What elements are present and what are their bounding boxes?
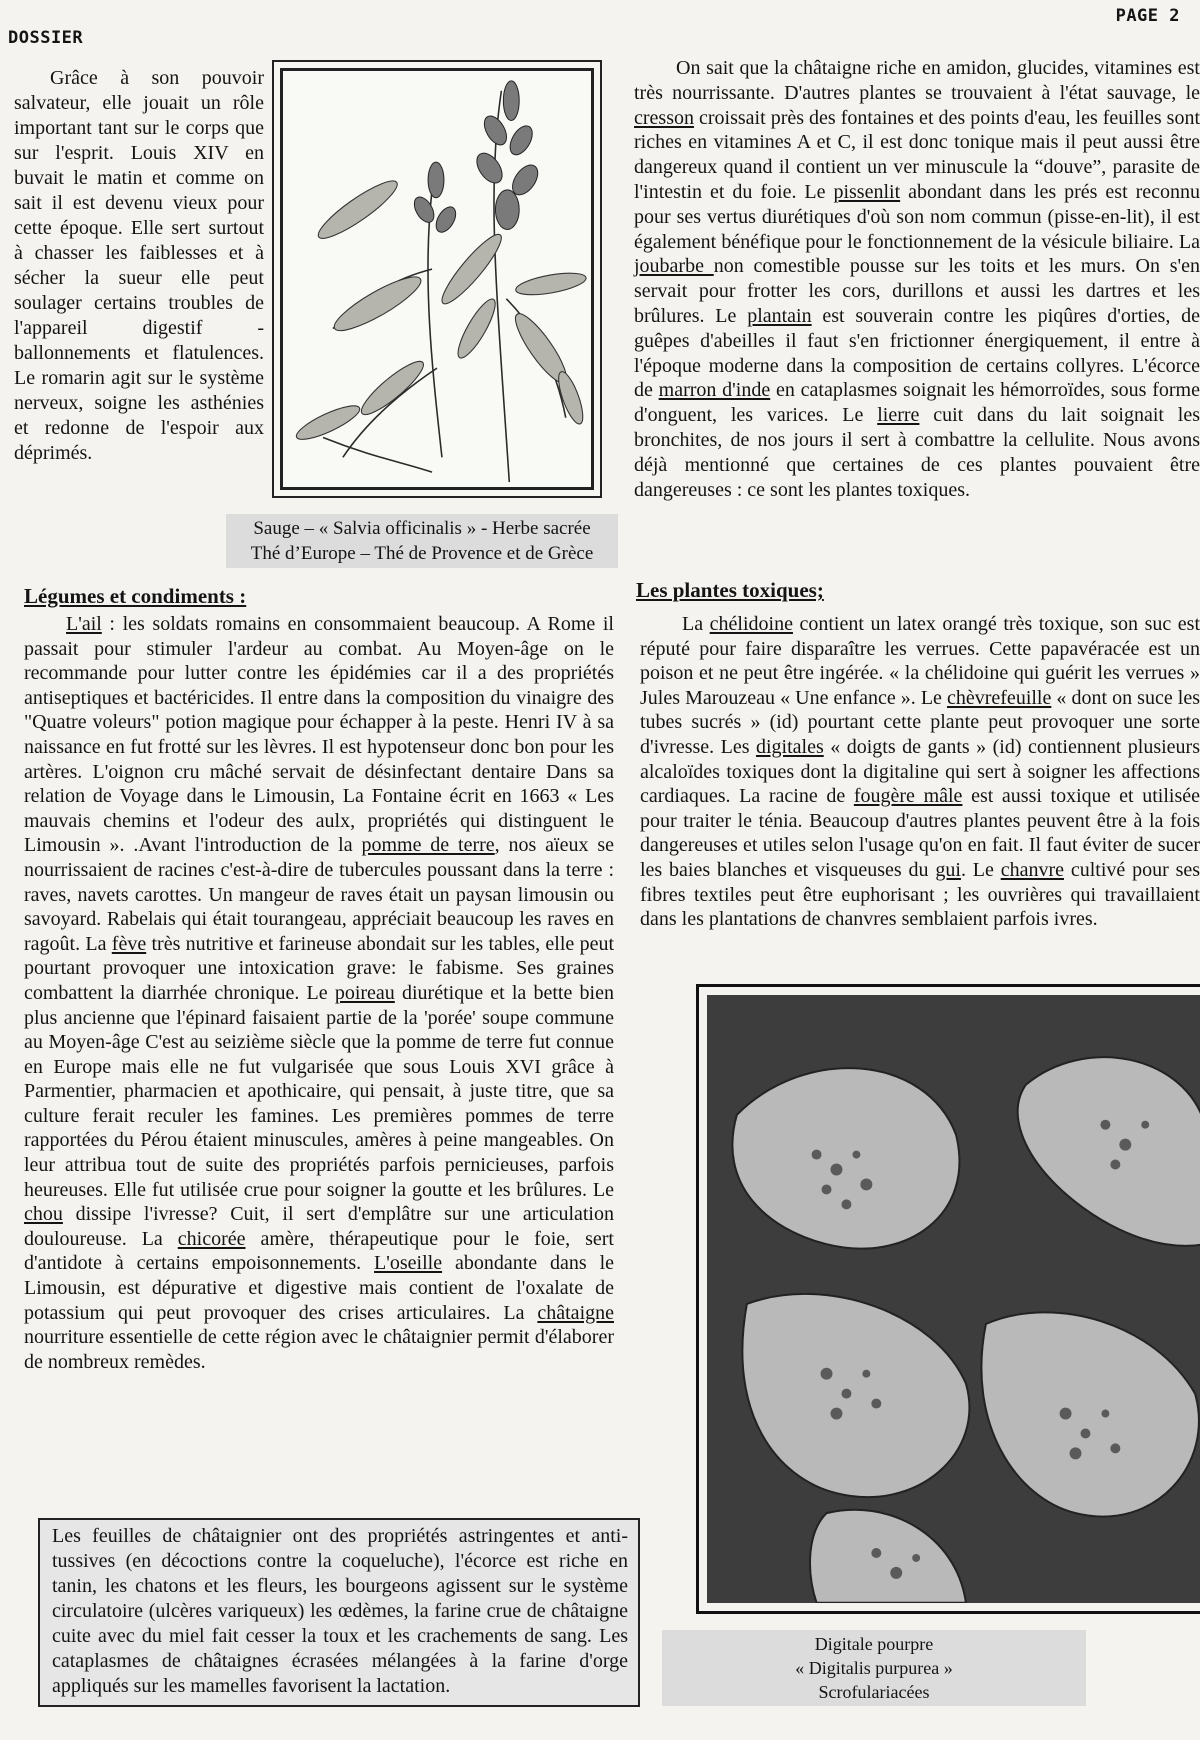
digitalis-photo <box>696 984 1200 1614</box>
sage-caption-line1: Sauge – « Salvia officinalis » - Herbe sacrée <box>253 518 591 539</box>
term-ail: L'ail <box>66 613 102 635</box>
intro-column <box>14 66 264 466</box>
term-chataigne: châtaigne <box>537 1301 614 1324</box>
toxic-plants-paragraph: La chélidoine contient un latex orangé très toxique, son suc est réputé pour faire disparaître les verrues. Cette papavéracée est un poison et ne peut être ingérée. « la chélidoine qui guérit les verrues » Jules Marouzeau « Une enfance ». Le chèvrefeuille « dont on suce les tubes sucrés » (id) pourtant cette plante peut provoquer une sorte d'ivresse. Les digitales « doigts de gants » (id) contiennent plusieurs alcaloïdes toxiques dont la digitaline qui sert à soigner les affections cardiaques. La racine de fougère mâle est aussi toxique et utilisée pour traiter le ténia. Beaucoup d'autres plantes peuvent être à la fois dangereuses et utiles selon l'usage qu'on en fait. Il faut éviter de sucer les baies blanches et visqueuses du gui. Le chanvre cultivé pour ses fibres textiles peut être euphorisant ; les ouvrières qui travaillaient dans les plantations de chanvres semblaient parfois ivres. <box>640 613 1200 931</box>
toxic-plants-column <box>640 612 1200 932</box>
digitalis-caption <box>662 1630 1086 1706</box>
term-gui: gui <box>935 858 961 881</box>
wild-plants-paragraph: On sait que la châtaigne riche en amidon, glucides, vitamines est très nourrissante. D'autres plantes se trouvaient à l'état sauvage, le cresson croissait près des fontaines et des points d'eau, les feuilles sont riches en vitamines A et C, il est donc tonique mais il peut aussi être dangereux quand il contient un ver minuscule la “douve”, parasite de l'intestin et du foie. Le pissenlit abondant dans les prés est reconnu pour ses vertus diurétiques d'où son nom commun (pisse-en-lit), il est également bénéfique pour le fonctionnement de la vésicule biliaire. La joubarbe non comestible pousse sur les toits et les murs. On s'en servait pour frotter les cors, durillons et aussi les dartres et les brûlures. Le plantain est souverain contre les piqûres d'orties, de guêpes d'abeilles il faut s'en frictionner énergiquement, il entre à l'époque moderne dans la composition de certains collyres. L'écorce de marron d'inde en cataplasmes soignait les hémorroïdes, sous forme d'onguent, les varices. Le lierre cuit dans du lait soignait les bronchites, de nos jours il sert à combattre la cellulite. Nous avons déjà mentionné que certaines de ces plantes pouvaient être dangereuses : ce sont les plantes toxiques. <box>634 57 1200 501</box>
term-digitales: digitales <box>755 735 824 758</box>
term-chou: chou <box>24 1203 63 1226</box>
term-chelidoine: chélidoine <box>709 613 793 635</box>
digitalis-caption-line1: Digitale pourpre <box>814 1634 934 1654</box>
digitalis-caption-line2: « Digitalis purpurea » <box>795 1658 953 1678</box>
toxic-plants-heading: Les plantes toxiques; <box>636 578 824 602</box>
term-plantain: plantain <box>747 304 812 327</box>
wild-plants-column <box>634 56 1200 502</box>
chestnut-sidebar-box: Les feuilles de châtaignier ont des propriétés astringentes et anti- tussives (en décoctions contre la coqueluche), l'écorce est riche en tanin, les chatons et les fleurs, les bourgeons agissent sur le système circulatoire (ulcères variqueux) les œdèmes, la farine crue de châtaigne cuite avec du miel fait cesser la toux et les crachements de sang. Les cataplasmes de châtaignes écrasées mélangées à la farine d'orge appliqués sur les mamelles favorisent la lactation. <box>38 1518 640 1707</box>
term-oseille: L'oseille <box>374 1252 443 1275</box>
legumes-column <box>24 612 614 1374</box>
digitalis-caption-line3: Scrofulariacées <box>818 1682 930 1702</box>
page-number: PAGE 2 <box>1115 6 1180 26</box>
sage-plant-drawing <box>283 71 591 487</box>
legumes-paragraph: L'ail : les soldats romains en consommaient beaucoup. A Rome il passait pour stimuler l'ardeur au combat. Au Moyen-âge on le recommande pour lutter contre les épidémies car il a des propriétés antiseptiques et bactéricides. Il entre dans la composition du vinaigre des "Quatre voleurs" potion magique pour échapper à la peste. Henri IV à sa naissance en fut frotté sur les lèvres. Il est hypotenseur donc bon pour les artères. L'oignon cru mâché servait de désinfectant dentaire Dans sa relation de Voyage dans le Limousin, La Fontaine écrit en 1663 « Les mauvais chemins et l'odeur des aulx, propriétés qui distinguent le Limousin ». .Avant l'introduction de la pomme de terre, nos aïeux se nourrissaient de racines c'est-à-dire de tubercules poussant dans la terre : raves, navets carottes. Un mangeur de raves était un paysan limousin ou savoyard. Rabelais qui était tourangeau, appréciait beaucoup les raves en ragoût. La fève très nutritive et farineuse abondait sur les tables, elle peut pourtant provoquer une intoxication grave: le fabisme. Ses graines combattent la diarrhée chronique. Le poireau diurétique et la bette bien plus ancienne que l'épinard faisaient partie de la 'porée' soupe commune au Moyen-âge C'est au seizième siècle que la pomme de terre fut connue en Europe mais elle ne fut vulgarisée que sous Louis XVI grâce à Parmentier, pharmacien et apothicaire, qui pensait, à juste titre, que sa culture ferait reculer les famines. Les premières pommes de terre rapportées du Pérou étaient minuscules, amères à peine mangeables. On leur attribua tout de suite des propriétés parfois pernicieuses, parfois heureuses. Elle fut utilisée crue pour soigner la goutte et les brûlures. Le chou dissipe l'ivresse? Cuit, il sert d'emplâtre sur une articulation douloureuse. La chicorée amère, thérapeutique pour le foie, sert d'antidote à certains empoisonnements. L'oseille abondante dans le Limousin, est dépurative et digestive mais contient de l'oxalate de potassium qui peut provoquer des crises articulaires. La châtaigne nourriture essentielle de cette région avec le châtaignier permit d'élaborer de nombreux remèdes. <box>24 613 615 1373</box>
term-joubarbe: joubarbe <box>634 255 714 278</box>
digitalis-flower-photo <box>707 995 1200 1603</box>
term-chevrefeuille: chèvrefeuille <box>946 686 1052 709</box>
term-cresson: cresson <box>634 106 694 129</box>
term-fougere-male: fougère mâle <box>853 785 963 808</box>
term-poireau: poireau <box>334 981 395 1004</box>
term-chicoree: chicorée <box>177 1227 246 1250</box>
term-pomme-de-terre: pomme de terre <box>361 834 495 857</box>
term-marron-d-inde: marron d'inde <box>658 379 771 402</box>
term-feve: fève <box>111 932 147 955</box>
section-label: DOSSIER <box>8 28 84 48</box>
legumes-heading: Légumes et condiments : <box>24 584 247 608</box>
term-chanvre: chanvre <box>1000 858 1064 881</box>
sage-caption <box>226 514 618 568</box>
sage-caption-line2: Thé d’Europe – Thé de Provence et de Grèce <box>250 543 594 564</box>
term-pissenlit: pissenlit <box>833 180 901 203</box>
sage-illustration <box>272 60 602 498</box>
intro-paragraph: Grâce à son pouvoir salvateur, elle jouait un rôle important tant sur le corps que sur l'esprit. Louis XIV en buvait le matin et comme on sait il est devenu vieux pour cette époque. Elle sert surtout à chasser les faiblesses et à sécher la sueur elle peut soulager certains troubles de l'appareil digestif - ballonnements et flatulences. Le romarin agit sur le système nerveux, soigne les asthénies et redonne de l'espoir aux déprimés. <box>14 67 264 464</box>
term-lierre: lierre <box>877 404 920 427</box>
